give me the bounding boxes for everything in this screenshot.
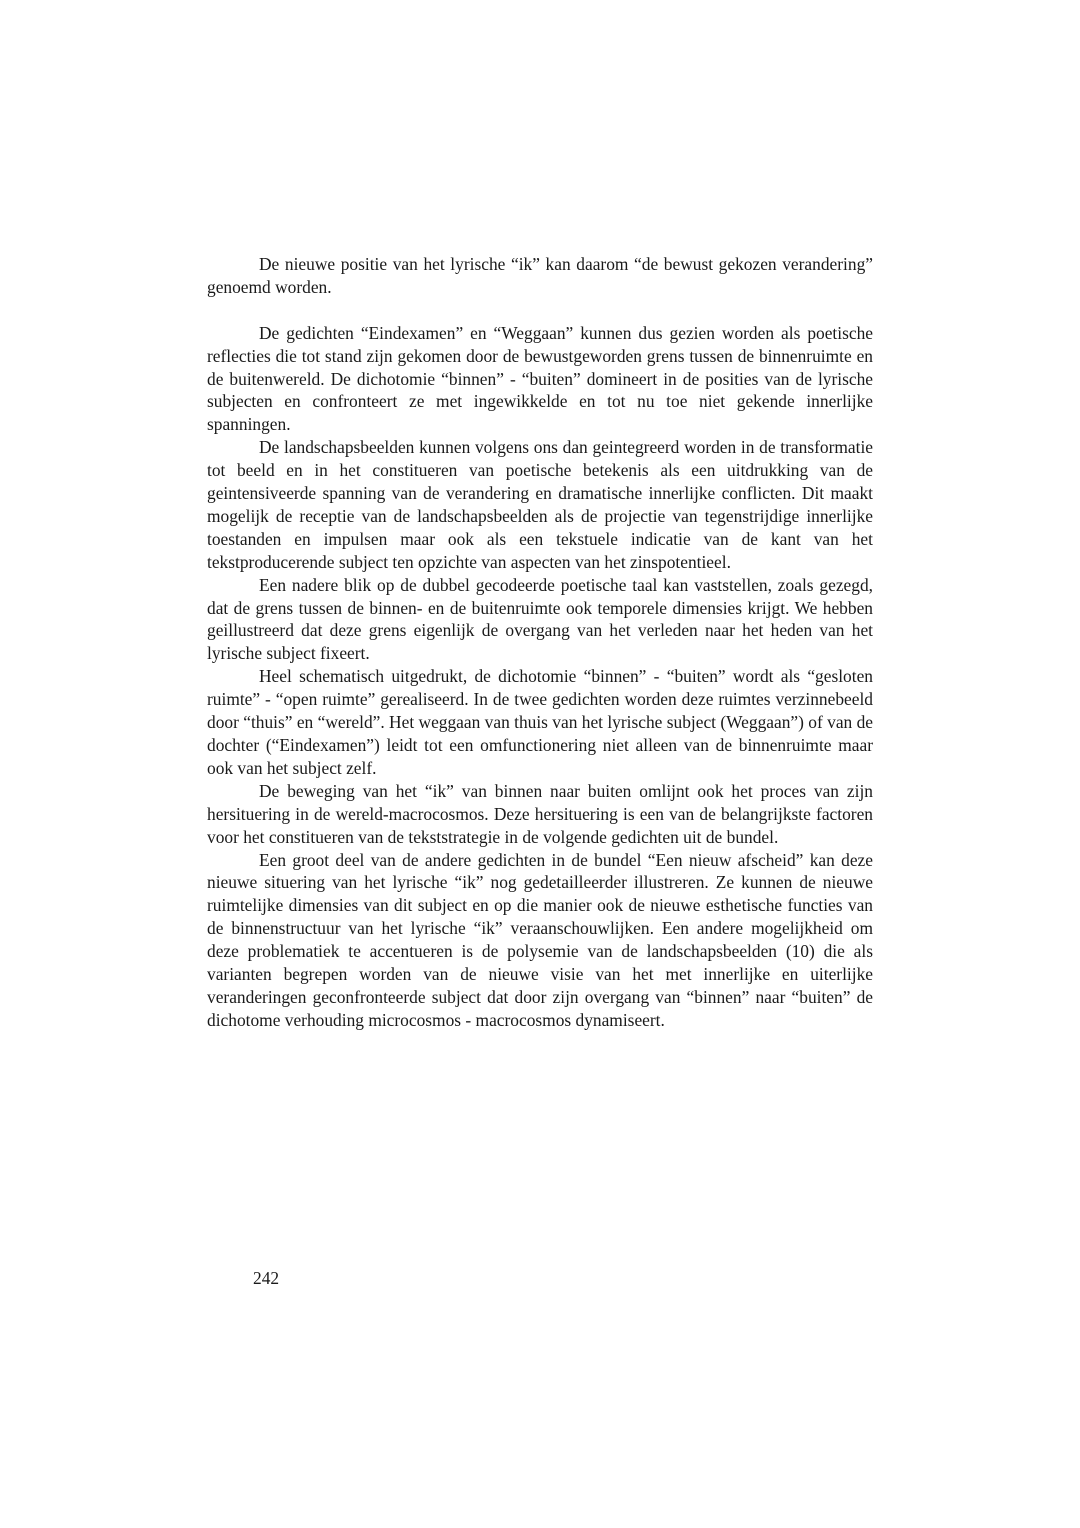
paragraph-1: De nieuwe positie van het lyrische “ik” kan daarom “de bewust gekozen verandering” genoemd worden. (207, 254, 873, 297)
paragraph-5: Heel schematisch uitgedrukt, de dichotomie “binnen” - “buiten” wordt als “gesloten ruimte” - “open ruimte” gerealiseerd. In de twee gedichten worden deze ruimtes verzinnebeeld door “thuis” en “wereld”. Het weggaan van thuis van het lyrische subject (Weggaan”) of van de dochter (“Eindexamen”) leidt tot een omfunctionering niet alleen van de binnenruimte maar ook van het subject zelf. (207, 666, 873, 778)
paragraph-7: Een groot deel van de andere gedichten in de bundel “Een nieuw afscheid” kan deze nieuwe situering van het lyrische “ik” nog gedetailleerder illustreren. Ze kunnen de nieuwe ruimtelijke dimensies van dit subject en op die manier ook de nieuwe esthetische functies van de binnenstructuur van het lyrische “ik” veraanschouwlijken. Een andere mogelijkheid om deze problematiek te accentueren is de polysemie van de landschapsbeelden (10) die als varianten begrepen worden van de nieuwe visie van het met innerlijke en uiterlijke veranderingen geconfronteerde subject dat door zijn overgang van “binnen” naar “buiten” de dichotome verhouding microcosmos - macrocosmos dynamiseert. (207, 849, 873, 1030)
paragraph-6: De beweging van het “ik” van binnen naar buiten omlijnt ook het proces van zijn hersituering in de wereld-macrocosmos. Deze hersituering is een van de belangrijkste factoren voor het constitueren van de tekststrategie in de volgende gedichten uit de bundel. (207, 780, 873, 847)
page-number: 242 (253, 1268, 280, 1288)
paragraph-3: De landschapsbeelden kunnen volgens ons dan geintegreerd worden in de transformatie tot beeld en in het constitueren van poetische betekenis als een uitdrukking van de geintensiveerde spanning van de verandering en dramatische innerlijke conflicten. Dit maakt mogelijk de receptie van de landschapsbeelden als de projectie van tegenstrijdige innerlijke toestanden en impulsen maar ook als een tekstuele indicatie van de kant van het tekstproducerende subject ten opzichte van aspecten van het zinspotentieel. (207, 437, 873, 572)
body-text (207, 253, 873, 1032)
paragraph-2: De gedichten “Eindexamen” en “Weggaan” kunnen dus gezien worden als poetische reflecties die tot stand zijn gekomen door de bewustgeworden grens tussen de binnenruimte en de buitenwereld. De dichotomie “binnen” - “buiten” domineert in de posities van de lyrische subjecten en confronteert ze met ingewikkelde en tot nu toe niet gekende innerlijke spanningen. (207, 322, 873, 435)
paragraph-4: Een nadere blik op de dubbel gecodeerde poetische taal kan vaststellen, zoals gezegd, dat de grens tussen de binnen- en de buitenruimte ook temporele dimensies krijgt. We hebben geillustreerd dat deze grens eigenlijk de overgang van het verleden naar het heden van het lyrische subject fixeert. (207, 574, 873, 664)
